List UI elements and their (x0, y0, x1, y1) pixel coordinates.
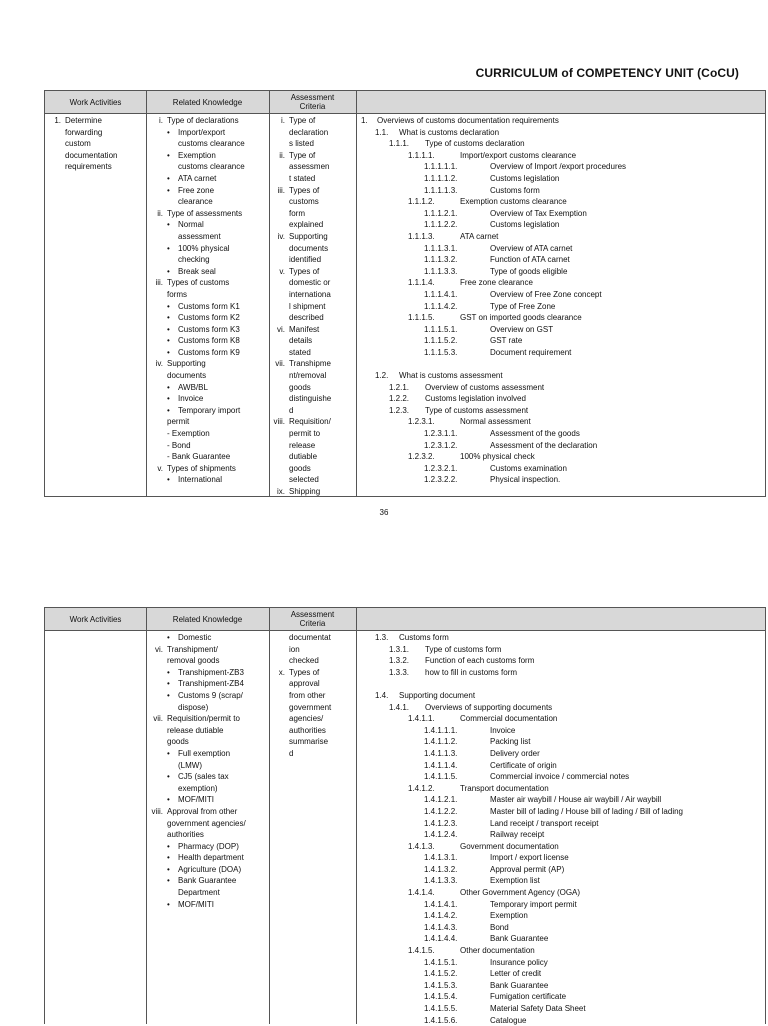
list-text: International (178, 475, 223, 485)
outline-text: Overview of customs assessment (425, 382, 545, 392)
list-marker: v. (279, 266, 285, 276)
outline-number: 1.1.1.5. (408, 313, 435, 323)
outline-number: 1.4.1.2.2. (424, 806, 458, 816)
list-text: l shipment (289, 301, 326, 311)
header-work-activities: Work Activities (69, 97, 122, 107)
list-text: Customs form K8 (178, 336, 240, 346)
outline-text: Invoice (490, 725, 516, 735)
list-text: customs clearance (178, 139, 245, 149)
outline-number: 1.4.1.3.1. (424, 853, 458, 863)
list-text: Transhipment-ZB4 (178, 679, 244, 689)
outline-text: Packing list (490, 737, 531, 747)
list-text: documents (167, 371, 207, 381)
list-text: dispose) (178, 702, 209, 712)
header-assessment-criteria: Assessment Criteria (290, 610, 335, 628)
outline-text: GST rate (490, 336, 523, 346)
list-marker: ix. (277, 487, 285, 496)
bullet-icon (167, 771, 170, 783)
bullet-icon (167, 266, 170, 278)
list-text: Full exemption (178, 748, 231, 758)
list-text: forwarding (65, 127, 103, 137)
outline-number: 1.1. (375, 127, 389, 137)
list-text: Import/export (178, 127, 226, 137)
list-text: approval (289, 679, 320, 689)
bullet-icon (167, 899, 170, 911)
outline-number: 1.3.3. (389, 667, 410, 677)
list-text: release dutiable (167, 725, 224, 735)
outline-text: Overview on GST (490, 324, 554, 334)
outline-text: Type of Free Zone (490, 301, 556, 311)
bullet-icon (167, 219, 170, 231)
outline-text: Master air waybill / House air waybill / Air waybill (490, 795, 662, 805)
outline-number: 1.2.3.2. (408, 452, 435, 462)
outline-number: 1.4.1.2.3. (424, 818, 458, 828)
outline-number: 1.2.3. (389, 405, 410, 415)
outline-number: 1.2. (375, 371, 389, 381)
list-text: - Bank Guarantee (167, 452, 231, 462)
list-text: government (289, 702, 332, 712)
list-text: Type of declarations (167, 116, 239, 125)
list-text: Type of assessments (167, 208, 243, 218)
list-text: Health department (178, 853, 244, 863)
header-related-knowledge: Related Knowledge (172, 97, 243, 107)
bullet-icon (167, 185, 170, 197)
outline-number: 1.1.1.5.1. (424, 324, 458, 334)
outline-text: Exemption customs clearance (460, 197, 567, 207)
list-text: Types of (289, 667, 320, 677)
list-text: Customs form K3 (178, 324, 240, 334)
list-marker: iv. (277, 231, 285, 241)
bullet-icon (167, 474, 170, 486)
outline-text: Railway receipt (490, 830, 545, 840)
list-text: requirements (65, 162, 112, 172)
list-text: MOF/MITI (178, 899, 214, 909)
list-text: Determine (65, 116, 102, 125)
bullet-icon (167, 243, 170, 255)
list-marker: viii. (151, 806, 163, 816)
list-text: Pharmacy (DOP) (178, 841, 239, 851)
list-text: agencies/ (289, 714, 324, 724)
bullet-icon (167, 632, 170, 644)
outline-text: Master bill of lading / House bill of lading / Bill of lading (490, 806, 683, 816)
list-marker: vii. (275, 359, 285, 369)
list-text: authorities (167, 830, 204, 840)
list-text: Supporting (289, 231, 328, 241)
list-text: government agencies/ (167, 818, 246, 828)
bullet-icon (167, 690, 170, 702)
cocu-table-page-1 (44, 90, 766, 497)
bullet-icon (167, 127, 170, 139)
outline-number: 1.4.1.5.4. (424, 992, 458, 1002)
outline-text: Customs form (399, 633, 449, 642)
outline-number: 1.4.1.2.4. (424, 830, 458, 840)
outline-text: Exemption (490, 911, 528, 921)
bullet-icon (167, 335, 170, 347)
list-text: Shipping (289, 487, 321, 496)
outline-number: 1.2.3.1.1. (424, 429, 458, 439)
bullet-icon (167, 678, 170, 690)
outline-text: Insurance policy (490, 957, 548, 967)
list-text: Requisition/permit to (167, 714, 240, 724)
cocu-table-page-2 (44, 607, 766, 1024)
list-text: Bank Guarantee (178, 876, 237, 886)
outline-text: Fumigation certificate (490, 992, 567, 1002)
list-text: Types of customs (167, 278, 230, 288)
outline-number: 1.4.1.5.1. (424, 957, 458, 967)
outline-number: 1.2.3.1. (408, 417, 435, 427)
list-text: dutiable (289, 452, 318, 462)
outline-number: 1.1.1.3.1. (424, 243, 458, 253)
bullet-icon (167, 852, 170, 864)
outline-number: 1.4. (375, 690, 389, 700)
list-text: Domestic (178, 633, 212, 642)
outline-number: 1.1.1.1.1. (424, 162, 458, 172)
outline-number: 1.4.1.1.4. (424, 760, 458, 770)
list-text: goods (167, 737, 189, 747)
list-text: Normal (178, 220, 204, 230)
list-text: MOF/MITI (178, 795, 214, 805)
outline-number: 1.1.1.4.1. (424, 289, 458, 299)
list-text: checking (178, 255, 210, 265)
outline-number: 1.1.1.1. (408, 150, 435, 160)
list-text: nt/removal (289, 371, 327, 381)
outline-number: 1.4.1.1. (408, 714, 435, 724)
outline-number: 1.4.1.4.4. (424, 934, 458, 944)
list-text: customs (289, 197, 319, 207)
outline-number: 1.4.1.2.1. (424, 795, 458, 805)
list-text: Transhipme (289, 359, 331, 369)
bullet-icon (167, 324, 170, 336)
bullet-icon (167, 382, 170, 394)
page-number: 36 (379, 508, 389, 517)
outline-number: 1.4.1.4.3. (424, 922, 458, 932)
list-text: permit (167, 417, 190, 427)
header-related-knowledge: Related Knowledge (172, 614, 243, 624)
list-marker: 1. (54, 116, 61, 125)
outline-number: 1.4.1.1.5. (424, 772, 458, 782)
outline-number: 1.1.1.3.2. (424, 255, 458, 265)
list-text: documentation (65, 150, 118, 160)
header-assessment-criteria: Assessment Criteria (290, 93, 335, 111)
outline-number: 1.4.1.5.5. (424, 1004, 458, 1013)
outline-text: Exemption list (490, 876, 540, 886)
list-marker: i. (281, 116, 285, 125)
list-text: documentat (289, 633, 331, 642)
list-text: stated (289, 347, 311, 357)
outline-text: Assessment of the declaration (490, 440, 598, 450)
outline-number: 1.4.1.5.3. (424, 980, 458, 990)
outline-number: 1.4.1.1.3. (424, 748, 458, 758)
bullet-icon (167, 405, 170, 417)
header-work-activities: Work Activities (69, 614, 122, 624)
outline-text: Type of customs form (425, 644, 502, 654)
outline-number: 1.4.1.3.3. (424, 876, 458, 886)
outline-text: Overview of Import /export procedures (490, 162, 627, 172)
bullet-icon (167, 667, 170, 679)
list-text: Department (178, 888, 220, 898)
outline-text: Approval permit (AP) (490, 864, 565, 874)
outline-text: Catalogue (490, 1015, 527, 1025)
outline-text: Overview of Free Zone concept (490, 289, 602, 299)
list-text: (LMW) (178, 760, 202, 770)
list-text: ATA carnet (178, 173, 217, 183)
bullet-icon (167, 864, 170, 876)
outline-text: Assessment of the goods (490, 429, 580, 439)
outline-number: 1.1.1.3.3. (424, 266, 458, 276)
list-marker: ii. (279, 150, 285, 160)
list-text: Agriculture (DOA) (178, 864, 242, 874)
list-text: - Exemption (167, 429, 210, 439)
outline-text: Type of goods eligible (490, 266, 568, 276)
list-text: Customs form K9 (178, 347, 240, 357)
outline-number: 1.1.1.5.3. (424, 347, 458, 357)
outline-number: 1.1.1.4.2. (424, 301, 458, 311)
bullet-icon (167, 301, 170, 313)
outline-text: Overview of Tax Exemption (490, 208, 587, 218)
outline-number: 1.4.1.5.6. (424, 1015, 458, 1025)
outline-number: 1.4.1.3.2. (424, 864, 458, 874)
outline-text: Function of each customs form (425, 656, 535, 666)
outline-text: What is customs assessment (399, 371, 503, 381)
outline-text: Customs legislation (490, 220, 560, 230)
list-text: explained (289, 220, 324, 230)
list-marker: iii. (155, 278, 163, 288)
list-text: exemption) (178, 783, 218, 793)
list-marker: viii. (273, 417, 285, 427)
outline-text: Letter of credit (490, 969, 542, 979)
outline-text: ATA carnet (460, 231, 499, 241)
outline-number: 1.1.1.1.2. (424, 173, 458, 183)
list-text: Transhipment/ (167, 644, 218, 654)
outline-number: 1.1.1.2. (408, 197, 435, 207)
list-text: custom (65, 139, 91, 149)
list-text: Transhipment-ZB3 (178, 667, 244, 677)
list-text: d (289, 748, 294, 758)
list-text: goods (289, 463, 311, 473)
list-text: ion (289, 644, 300, 654)
list-text: permit to (289, 429, 321, 439)
bullet-icon (167, 150, 170, 162)
outline-text: What is customs declaration (399, 127, 500, 137)
list-text: d (289, 405, 294, 415)
list-text: assessment (178, 231, 221, 241)
outline-text: GST on imported goods clearance (460, 313, 582, 323)
outline-text: Normal assessment (460, 417, 531, 427)
list-text: AWB/BL (178, 382, 208, 392)
outline-number: 1.4.1.1.2. (424, 737, 458, 747)
outline-text: Transport documentation (460, 783, 549, 793)
list-text: form (289, 208, 305, 218)
outline-text: Other documentation (460, 946, 535, 956)
list-text: goods (289, 382, 311, 392)
list-text: Customs form K2 (178, 313, 240, 323)
outline-text: Physical inspection. (490, 475, 561, 485)
list-text: domestic or (289, 278, 331, 288)
outline-number: 1.2.3.2.2. (424, 475, 458, 485)
list-text: authorities (289, 725, 326, 735)
list-text: Temporary import (178, 405, 241, 415)
list-marker: iv. (155, 359, 163, 369)
outline-number: 1.1.1.4. (408, 278, 435, 288)
list-text: Break seal (178, 266, 216, 276)
list-text: identified (289, 255, 322, 265)
list-text: CJ5 (sales tax (178, 772, 229, 782)
bullet-icon (167, 748, 170, 760)
outline-text: Other Government Agency (OGA) (460, 888, 581, 898)
list-text: Supporting (167, 359, 206, 369)
outline-text: Type of customs assessment (425, 405, 529, 415)
list-text: Invoice (178, 394, 204, 404)
outline-number: 1.4.1.5.2. (424, 969, 458, 979)
list-marker: i. (159, 116, 163, 125)
outline-text: Type of customs declaration (425, 139, 525, 149)
list-text: customs clearance (178, 162, 245, 172)
list-text: summarise (289, 737, 329, 747)
outline-text: Overviews of supporting documents (425, 702, 553, 712)
list-text: clearance (178, 197, 213, 207)
outline-number: 1.4.1.4. (408, 888, 435, 898)
list-marker: ii. (157, 208, 163, 218)
list-marker: vii. (153, 714, 163, 724)
list-text: described (289, 313, 324, 323)
outline-text: Commercial documentation (460, 714, 558, 724)
outline-number: 1.4.1.4.2. (424, 911, 458, 921)
outline-text: Government documentation (460, 841, 559, 851)
outline-number: 1.4.1.2. (408, 783, 435, 793)
outline-text: Certificate of origin (490, 760, 557, 770)
outline-number: 1.1.1.1.3. (424, 185, 458, 195)
outline-number: 1.1.1.2.1. (424, 208, 458, 218)
outline-text: Overview of ATA carnet (490, 243, 573, 253)
bullet-icon (167, 875, 170, 887)
list-text: documents (289, 243, 329, 253)
list-text: Free zone (178, 185, 215, 195)
list-marker: x. (278, 667, 285, 677)
bullet-icon (167, 841, 170, 853)
outline-text: Document requirement (490, 347, 572, 357)
outline-text: Delivery order (490, 748, 540, 758)
list-text: from other (289, 690, 326, 700)
outline-number: 1.1.1.5.2. (424, 336, 458, 346)
outline-number: 1.4.1. (389, 702, 410, 712)
list-text: Types of shipments (167, 463, 236, 473)
list-text: Exemption (178, 150, 216, 160)
list-text: internationa (289, 289, 331, 299)
outline-number: 1.2.3.2.1. (424, 463, 458, 473)
bullet-icon (167, 312, 170, 324)
list-text: Customs form K1 (178, 301, 240, 311)
list-text: Types of (289, 266, 320, 276)
list-text: removal goods (167, 656, 220, 666)
outline-number: 1.3.2. (389, 656, 410, 666)
page-title: CURRICULUM of COMPETENCY UNIT (CoCU) (475, 66, 739, 80)
outline-number: 1.3.1. (389, 644, 410, 654)
list-text: Approval from other (167, 806, 238, 816)
outline-number: 1.1.1. (389, 139, 410, 149)
list-text: 100% physical (178, 243, 230, 253)
outline-text: Free zone clearance (460, 278, 533, 288)
list-text: Manifest (289, 324, 320, 334)
list-text: assessmen (289, 162, 330, 172)
outline-text: Import/export customs clearance (460, 150, 577, 160)
outline-number: 1.1.1.3. (408, 231, 435, 241)
outline-number: 1.2.3.1.2. (424, 440, 458, 450)
outline-number: 1.2.1. (389, 382, 410, 392)
outline-number: 1.3. (375, 633, 389, 642)
outline-text: Bank Guarantee (490, 980, 549, 990)
bullet-icon (167, 393, 170, 405)
list-text: Requisition/ (289, 417, 331, 427)
list-text: Types of (289, 185, 320, 195)
outline-text: Bank Guarantee (490, 934, 549, 944)
list-marker: vi. (277, 324, 285, 334)
list-text: release (289, 440, 316, 450)
outline-text: Material Safety Data Sheet (490, 1004, 586, 1013)
list-marker: vi. (155, 644, 163, 654)
outline-text: Customs legislation involved (425, 394, 526, 404)
bullet-icon (167, 347, 170, 359)
outline-number: 1.1.1.2.2. (424, 220, 458, 230)
bullet-icon (167, 173, 170, 185)
outline-text: Commercial invoice / commercial notes (490, 772, 630, 782)
outline-text: Overviews of customs documentation requirements (377, 116, 559, 125)
outline-number: 1.2.2. (389, 394, 410, 404)
outline-text: how to fill in customs form (425, 667, 518, 677)
list-text: Type of (289, 116, 316, 125)
list-text: s listed (289, 139, 314, 149)
outline-text: 100% physical check (460, 452, 535, 462)
outline-number: 1.4.1.5. (408, 946, 435, 956)
outline-text: Function of ATA carnet (490, 255, 570, 265)
outline-text: Customs examination (490, 463, 567, 473)
outline-number: 1. (361, 116, 368, 125)
list-text: forms (167, 289, 187, 299)
list-text: checked (289, 656, 319, 666)
list-text: Type of (289, 150, 316, 160)
outline-text: Customs legislation (490, 173, 560, 183)
list-text: selected (289, 475, 319, 485)
list-text: t stated (289, 173, 316, 183)
outline-number: 1.4.1.4.1. (424, 899, 458, 909)
outline-number: 1.4.1.3. (408, 841, 435, 851)
outline-text: Bond (490, 922, 509, 932)
bullet-icon (167, 794, 170, 806)
list-text: declaration (289, 127, 329, 137)
outline-text: Import / export license (490, 853, 569, 863)
outline-text: Customs form (490, 185, 540, 195)
list-text: - Bond (167, 440, 191, 450)
list-text: details (289, 336, 313, 346)
list-marker: v. (157, 463, 163, 473)
outline-number: 1.4.1.1.1. (424, 725, 458, 735)
list-text: distinguishe (289, 394, 332, 404)
outline-text: Temporary import permit (490, 899, 577, 909)
outline-text: Land receipt / transport receipt (490, 818, 599, 828)
list-marker: iii. (277, 185, 285, 195)
outline-text: Supporting document (399, 690, 476, 700)
list-text: Customs 9 (scrap/ (178, 690, 243, 700)
